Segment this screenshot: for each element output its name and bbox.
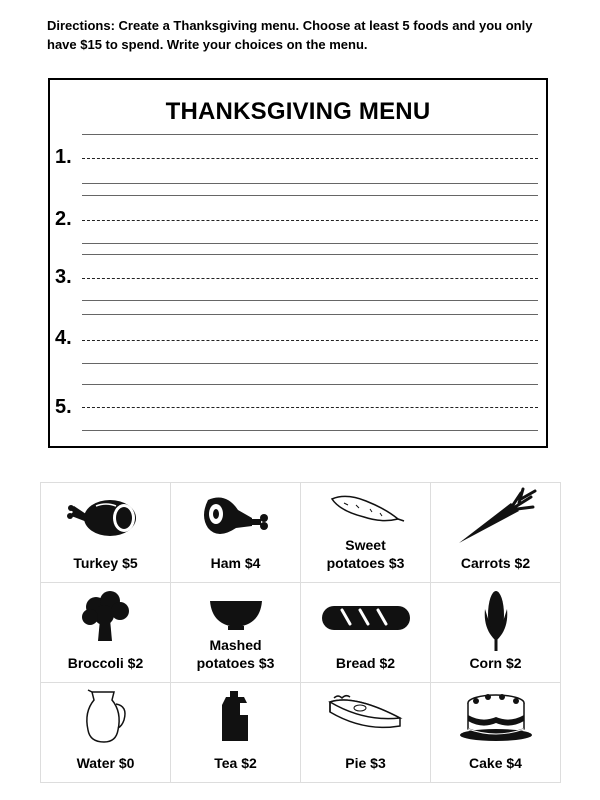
food-label: Tea $2: [214, 755, 257, 771]
food-label: Bread $2: [335, 655, 396, 671]
food-item-turkey[interactable]: [41, 483, 171, 583]
writing-line: [82, 300, 538, 301]
pie-icon: [301, 689, 430, 745]
ham-icon: [171, 489, 300, 545]
menu-number-5: 5.: [55, 396, 72, 418]
food-item-corn[interactable]: [431, 583, 561, 683]
food-item-broccoli[interactable]: [41, 583, 171, 683]
writing-line: [82, 195, 538, 196]
food-item-mashed-potatoes[interactable]: [171, 583, 301, 683]
menu-number-4: 4.: [55, 327, 72, 349]
entry-line-1[interactable]: [82, 158, 538, 159]
food-item-water[interactable]: [41, 683, 171, 783]
food-item-sweet-potatoes[interactable]: [301, 483, 431, 583]
writing-line: [82, 430, 538, 431]
food-grid: [40, 482, 561, 783]
bread-icon: [301, 589, 430, 645]
menu-title: THANKSGIVING MENU: [165, 98, 431, 125]
menu-box: [48, 78, 548, 448]
broccoli-icon: [41, 589, 170, 645]
jug-icon: [171, 689, 300, 745]
food-item-carrots[interactable]: [431, 483, 561, 583]
writing-line: [82, 314, 538, 315]
carrot-icon: [431, 489, 560, 545]
writing-line: [82, 134, 538, 135]
food-label: Broccoli $2: [67, 655, 144, 671]
writing-line: [82, 183, 538, 184]
entry-line-5[interactable]: [82, 407, 538, 408]
corn-icon: [431, 589, 560, 653]
food-item-ham[interactable]: [171, 483, 301, 583]
cake-icon: [431, 689, 560, 745]
food-item-cake[interactable]: [431, 683, 561, 783]
food-label: Sweet potatoes $3: [326, 537, 405, 571]
food-label: Ham $4: [210, 555, 261, 571]
food-item-pie[interactable]: [301, 683, 431, 783]
food-item-tea[interactable]: [171, 683, 301, 783]
food-item-bread[interactable]: [301, 583, 431, 683]
sweet-potato-icon: [301, 485, 430, 533]
turkey-icon: [41, 489, 170, 545]
menu-number-3: 3.: [55, 266, 72, 288]
menu-number-1: 1.: [55, 146, 72, 168]
bowl-icon: [171, 595, 300, 635]
food-label: Turkey $5: [73, 555, 138, 571]
water-pitcher-icon: [41, 689, 170, 745]
directions-text: Directions: Create a Thanksgiving menu. Choose at least 5 foods and you only have $15 to spend. Write your choices on the menu.: [47, 18, 533, 52]
food-label: Mashed potatoes $3: [196, 637, 275, 671]
food-label: Corn $2: [469, 655, 522, 671]
food-label: Cake $4: [469, 755, 522, 771]
entry-line-3[interactable]: [82, 278, 538, 279]
writing-line: [82, 254, 538, 255]
entry-line-2[interactable]: [82, 220, 538, 221]
food-label: Pie $3: [345, 755, 386, 771]
writing-line: [82, 363, 538, 364]
food-label: Water $0: [76, 755, 135, 771]
entry-line-4[interactable]: [82, 340, 538, 341]
writing-line: [82, 384, 538, 385]
menu-number-2: 2.: [55, 208, 72, 230]
writing-line: [82, 243, 538, 244]
food-label: Carrots $2: [460, 555, 531, 571]
